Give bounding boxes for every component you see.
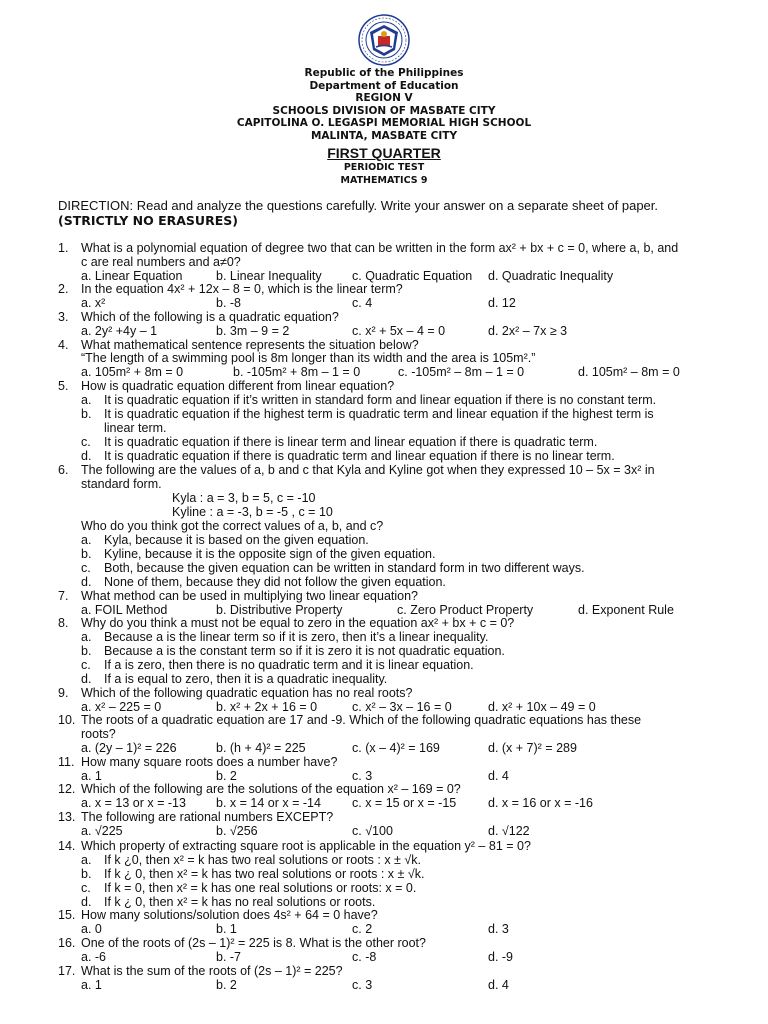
question-number: 11. (58, 755, 75, 769)
choice-a: If k ¿0, then x² = k has two real solutions or roots : x ± √k. (104, 853, 421, 867)
question-text: In the equation 4x² + 12x – 8 = 0, which is the linear term? (81, 282, 403, 296)
choice-c: If a is zero, then there is no quadratic term and it is linear equation. (104, 658, 474, 672)
choice-b: b. Distributive Property (216, 603, 343, 617)
choice-label: d. (81, 895, 92, 909)
choice-c: c. x² + 5x – 4 = 0 (352, 324, 446, 338)
situation-quote: “The length of a swimming pool is 8m longer than its width and the area is 105m².” (81, 351, 536, 365)
kyline-values: Kyline : a = -3, b = -5 , c = 10 (172, 505, 333, 519)
choice-c: c. 2 (352, 922, 373, 936)
choice-label: d. (81, 449, 92, 463)
choice-b: b. Linear Inequality (216, 269, 322, 283)
choice-c: Both, because the given equation can be written in standard form in two different ways. (104, 561, 585, 575)
choice-label: b. (81, 407, 92, 421)
choice-b: Because a is the constant term so if it is zero it is not quadratic equation. (104, 644, 505, 658)
question-number: 2. (58, 282, 69, 296)
question-text: c are real numbers and a≠0? (81, 255, 241, 269)
choice-a: a. x² (81, 296, 106, 310)
choice-label: b. (81, 644, 92, 658)
choice-c: If k = 0, then x² = k has one real solutions or roots: x = 0. (104, 881, 417, 895)
choice-d: d. 4 (488, 769, 509, 783)
choice-a: a. 0 (81, 922, 102, 936)
choice-c: It is quadratic equation if there is linear term and linear equation if there is quadratic term. (104, 435, 598, 449)
choice-a: a. -6 (81, 950, 107, 964)
choice-label: c. (81, 561, 91, 575)
choice-d: d. Quadratic Inequality (488, 269, 614, 283)
header-line-division: SCHOOLS DIVISION OF MASBATE CITY (272, 104, 496, 117)
question-text: How is quadratic equation different from linear equation? (81, 379, 395, 393)
choice-b: b. -7 (216, 950, 242, 964)
header-line-address: MALINTA, MASBATE CITY (310, 129, 458, 142)
choice-a: It is quadratic equation if it’s written in standard form and linear equation if there is no constant term. (104, 393, 657, 407)
question-number: 8. (58, 616, 69, 630)
choice-c: c. x² – 3x – 16 = 0 (352, 700, 452, 714)
question-text: standard form. (81, 477, 162, 491)
choice-b: b. (h + 4)² = 225 (216, 741, 306, 755)
choice-b: It is quadratic equation if the highest term is quadratic term and linear equation if the highest term is (104, 407, 654, 421)
question-text: The following are rational numbers EXCEPT? (81, 810, 334, 824)
header-line-republic: Republic of the Philippines (304, 67, 464, 79)
choice-c: c. √100 (352, 824, 393, 838)
choice-d: d. -9 (488, 950, 514, 964)
choice-b: b. -105m² + 8m – 1 = 0 (233, 365, 361, 379)
choice-b-continued: linear term. (104, 421, 167, 435)
choice-label: a. (81, 630, 92, 644)
choice-b: b. x² + 2x + 16 = 0 (216, 700, 318, 714)
choice-b: b. 1 (216, 922, 237, 936)
choice-label: d. (81, 575, 92, 589)
choice-a: a. Linear Equation (81, 269, 183, 283)
question-number: 4. (58, 338, 69, 352)
choice-label: d. (81, 672, 92, 686)
question-text: Which of the following are the solutions of the equation x² – 169 = 0? (81, 782, 461, 796)
question-number: 6. (58, 463, 69, 477)
deped-seal-logo (343, 14, 425, 66)
choice-label: c. (81, 658, 91, 672)
choice-c: c. x = 15 or x = -15 (352, 796, 457, 810)
choice-label: c. (81, 435, 91, 449)
choice-a: a. (2y – 1)² = 226 (81, 741, 177, 755)
choice-c: c. 3 (352, 769, 373, 783)
question-text: How many solutions/solution does 4s² + 64 = 0 have? (81, 908, 378, 922)
choice-c: c. (x – 4)² = 169 (352, 741, 440, 755)
directions-text: DIRECTION: Read and analyze the questions carefully. Write your answer on a separate sheet of paper. (58, 198, 658, 213)
question-text: How many square roots does a number have? (81, 755, 338, 769)
choice-b: b. -8 (216, 296, 242, 310)
question-text: What mathematical sentence represents the situation below? (81, 338, 419, 352)
question-number: 1. (58, 241, 69, 255)
question-text: Why do you think a must not be equal to zero in the equation ax² + bx + c = 0? (81, 616, 515, 630)
question-text: Which of the following quadratic equation has no real roots? (81, 686, 413, 700)
choice-b: b. x = 14 or x = -14 (216, 796, 321, 810)
question-number: 7. (58, 589, 69, 603)
choice-d: None of them, because they did not follow the given equation. (104, 575, 446, 589)
choice-label: c. (81, 881, 91, 895)
question-number: 14. (58, 839, 76, 853)
question-number: 17. (58, 964, 76, 978)
choice-d: If a is equal to zero, then it is a quadratic inequality. (104, 672, 388, 686)
choice-d: d. 2x² – 7x ≥ 3 (488, 324, 568, 338)
letterhead (0, 67, 768, 142)
choice-c: c. Zero Product Property (397, 603, 534, 617)
question-number: 15. (58, 908, 76, 922)
choice-d: d. 12 (488, 296, 516, 310)
choice-label: a. (81, 533, 92, 547)
question-text: Which of the following is a quadratic equation? (81, 310, 339, 324)
choice-a: a. x = 13 or x = -13 (81, 796, 186, 810)
question-number: 3. (58, 310, 69, 324)
header-line-region: REGION V (355, 92, 413, 104)
question-number: 5. (58, 379, 69, 393)
question-number: 10. (58, 713, 76, 727)
choice-label: b. (81, 547, 92, 561)
choice-b: b. 2 (216, 769, 237, 783)
header-line-department: Department of Education (309, 79, 459, 92)
choice-b: b. 3m – 9 = 2 (216, 324, 290, 338)
choice-label: a. (81, 393, 92, 407)
choice-d: d. 4 (488, 978, 509, 992)
choice-label: b. (81, 867, 92, 881)
choice-a: a. 1 (81, 769, 102, 783)
choice-d: d. √122 (488, 824, 530, 838)
choice-a: Kyla, because it is based on the given equation. (104, 533, 369, 547)
question-number: 13. (58, 810, 76, 824)
choice-d: d. x = 16 or x = -16 (488, 796, 593, 810)
choice-c: c. -8 (352, 950, 377, 964)
choice-d: It is quadratic equation if there is quadratic term and linear equation if there is no linear term. (104, 449, 615, 463)
strict-note: (STRICTLY NO ERASURES) (58, 213, 238, 228)
choice-label: a. (81, 853, 92, 867)
choice-d: d. Exponent Rule (578, 603, 674, 617)
choice-c: c. 4 (352, 296, 373, 310)
question-number: 16. (58, 936, 76, 950)
choice-a: a. 1 (81, 978, 102, 992)
choice-b: Kyline, because it is the opposite sign of the given equation. (104, 547, 436, 561)
choice-b: b. 2 (216, 978, 237, 992)
quarter-title: FIRST QUARTER (327, 145, 441, 161)
question-text: What is a polynomial equation of degree two that can be written in the form ax² + bx + c = 0, where a, b, and (81, 241, 679, 255)
choice-b: If k ¿ 0, then x² = k has two real solutions or roots : x ± √k. (104, 867, 425, 881)
choice-d: If k ¿ 0, then x² = k has no real solutions or roots. (104, 895, 376, 909)
question-number: 12. (58, 782, 76, 796)
choice-a: Because a is the linear term so if it is zero, then it’s a linear inequality. (104, 630, 489, 644)
choice-c: c. -105m² – 8m – 1 = 0 (398, 365, 525, 379)
choice-d: d. 3 (488, 922, 509, 936)
question-text: Which property of extracting square root is applicable in the equation y² – 81 = 0? (81, 839, 531, 853)
question-text: roots? (81, 727, 116, 741)
test-type-title: PERIODIC TEST (343, 162, 425, 173)
choice-a: a. x² – 225 = 0 (81, 700, 162, 714)
choice-a: a. FOIL Method (81, 603, 168, 617)
choice-a: a. 105m² + 8m = 0 (81, 365, 184, 379)
question-text: What is the sum of the roots of (2s – 1)² = 225? (81, 964, 343, 978)
choice-d: d. 105m² – 8m = 0 (578, 365, 680, 379)
question-text: The roots of a quadratic equation are 17 and -9. Which of the following quadratic equations has these (81, 713, 642, 727)
question-text: What method can be used in multiplying two linear equation? (81, 589, 419, 603)
subject-title: MATHEMATICS 9 (340, 175, 428, 186)
choice-d: d. x² + 10x – 49 = 0 (488, 700, 596, 714)
choice-c: c. Quadratic Equation (352, 269, 473, 283)
header-line-school: CAPITOLINA O. LEGASPI MEMORIAL HIGH SCHOOL (236, 117, 532, 129)
kyla-values: Kyla : a = 3, b = 5, c = -10 (172, 491, 316, 505)
choice-c: c. 3 (352, 978, 373, 992)
question-text: One of the roots of (2s – 1)² = 225 is 8. What is the other root? (81, 936, 426, 950)
question-text: The following are the values of a, b and c that Kyla and Kyline got when they expressed 10 – 5x = 3x² in (81, 463, 655, 477)
question-text: Who do you think got the correct values of a, b, and c? (81, 519, 384, 533)
choice-b: b. √256 (216, 824, 258, 838)
choice-a: a. 2y² +4y – 1 (81, 324, 158, 338)
choice-a: a. √225 (81, 824, 123, 838)
question-number: 9. (58, 686, 69, 700)
choice-d: d. (x + 7)² = 289 (488, 741, 577, 755)
